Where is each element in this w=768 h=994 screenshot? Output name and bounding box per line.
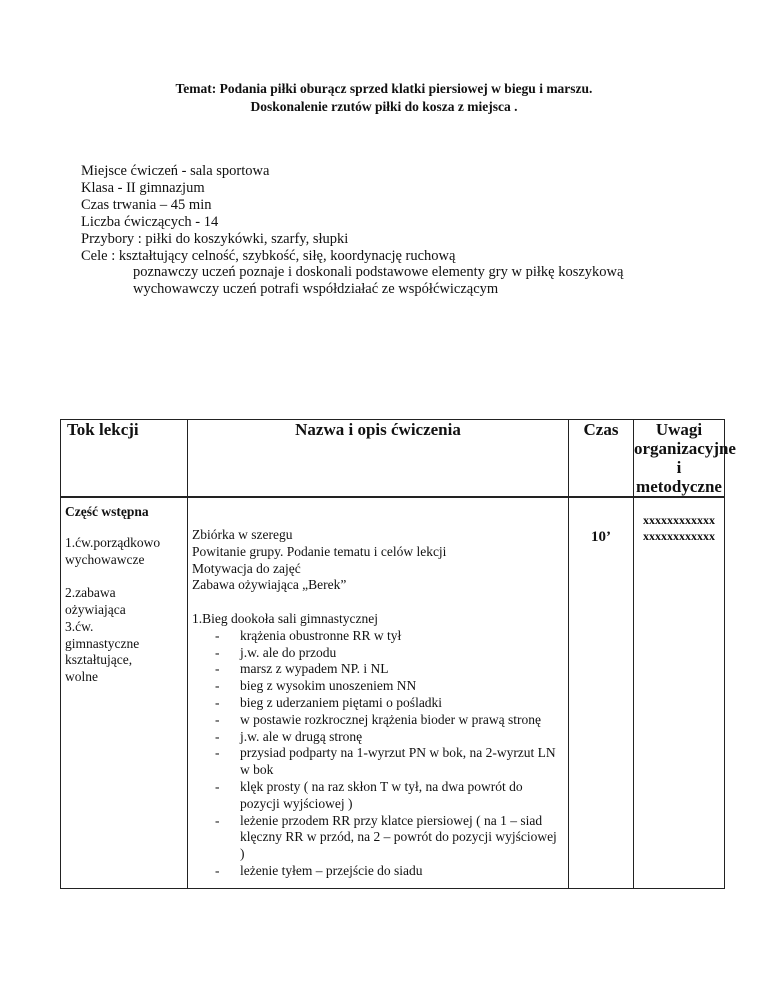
exercise-list — [192, 628, 564, 880]
lesson-topic — [0, 80, 768, 116]
nazwa-line-3: Motywacja do zajęć — [192, 560, 301, 576]
list-item: - przysiad podparty na 1-wyrzut PN w bok, na 2-wyrzut LN w bok — [215, 745, 556, 778]
nazwa-line-4: Zabawa ożywiająca „Berek” — [192, 577, 347, 593]
nazwa-line-1: Zbiórka w szeregu — [192, 527, 293, 542]
part-label: Część wstępna — [65, 504, 149, 519]
info-przybory: Przybory : piłki do koszykówki, szarfy, słupki — [81, 230, 349, 247]
list-item: - klęk prosty ( na raz skłon T w tył, na dwa powrót do pozycji wyjściowej ) — [215, 778, 523, 811]
tok-step-1a: 1.ćw.porządkowo — [65, 534, 161, 550]
list-item: - w postawie rozkrocznej krążenia bioder w prawą stronę — [215, 711, 541, 727]
uwagi-cell — [634, 498, 725, 889]
info-klasa: Klasa - II gimnazjum — [81, 179, 205, 196]
topic-line-1: Temat: Podania piłki oburącz sprzed klatki piersiowej w biegu i marszu. — [175, 81, 593, 96]
uwagi-line-2: xxxxxxxxxxxx — [643, 529, 715, 543]
tok-step-3b: gimnastyczne — [65, 635, 140, 651]
header-uwagi — [634, 420, 736, 497]
topic-line-2: Doskonalenie rzutów piłki do kosza z miejsca . — [250, 99, 518, 114]
header-tok-lekcji: Tok lekcji — [61, 420, 188, 497]
nazwa-line-5: 1.Bieg dookoła sali gimnastycznej — [192, 610, 378, 626]
list-item: - bieg z wysokim unoszeniem NN — [215, 678, 417, 694]
header-czas: Czas — [569, 420, 634, 497]
table-header-row — [61, 420, 725, 497]
header-nazwa: Nazwa i opis ćwiczenia — [188, 420, 569, 497]
info-cele: Cele : kształtujący celność, szybkość, siłę, koordynację ruchową — [81, 247, 456, 264]
czas-cell: 10’ — [569, 498, 634, 889]
info-czas: Czas trwania – 45 min — [81, 196, 212, 213]
header-uwagi-line-1: Uwagi — [655, 420, 703, 439]
tok-cell — [61, 498, 188, 889]
tok-step-3a: 3.ćw. — [65, 618, 94, 634]
list-item: - j.w. ale do przodu — [215, 644, 337, 660]
table-row — [61, 498, 725, 889]
info-cele-wychowawczy: wychowawczy uczeń potrafi współdziałać ze współćwiczącym — [133, 281, 499, 298]
lesson-plan-table — [60, 419, 736, 889]
info-liczba: Liczba ćwiczących - 14 — [81, 213, 219, 230]
tok-step-3d: wolne — [65, 669, 98, 685]
tok-step-3c: kształtujące, — [65, 652, 133, 668]
header-uwagi-line-2: organizacyjne i — [634, 439, 736, 477]
list-item: - bieg z uderzaniem piętami o pośladki — [215, 694, 443, 710]
info-miejsce: Miejsce ćwiczeń - sala sportowa — [81, 163, 270, 179]
list-item: - leżenie tyłem – przejście do siadu — [215, 862, 423, 878]
tok-step-2a: 2.zabawa — [65, 585, 116, 601]
uwagi-line-1: xxxxxxxxxxxx — [643, 513, 715, 527]
nazwa-line-2: Powitanie grupy. Podanie tematu i celów lekcji — [192, 543, 447, 559]
info-cele-poznawczy: poznawczy uczeń poznaje i doskonali podstawowe elementy gry w piłkę koszykową — [133, 264, 624, 281]
header-uwagi-line-3: metodyczne — [636, 477, 722, 496]
tok-step-1b: wychowawcze — [65, 551, 145, 567]
nazwa-cell — [188, 498, 569, 889]
lesson-info — [81, 163, 721, 298]
list-item: - marsz z wypadem NP. i NL — [215, 661, 389, 677]
list-item: - j.w. ale w drugą stronę — [215, 728, 363, 744]
list-item: - krążenia obustronne RR w tył — [215, 627, 402, 643]
tok-step-2b: ożywiająca — [65, 601, 126, 617]
list-item: - leżenie przodem RR przy klatce piersiowej ( na 1 – siad klęczny RR w przód, na 2 – powrót do pozycji wyjściowej ) — [215, 812, 557, 862]
